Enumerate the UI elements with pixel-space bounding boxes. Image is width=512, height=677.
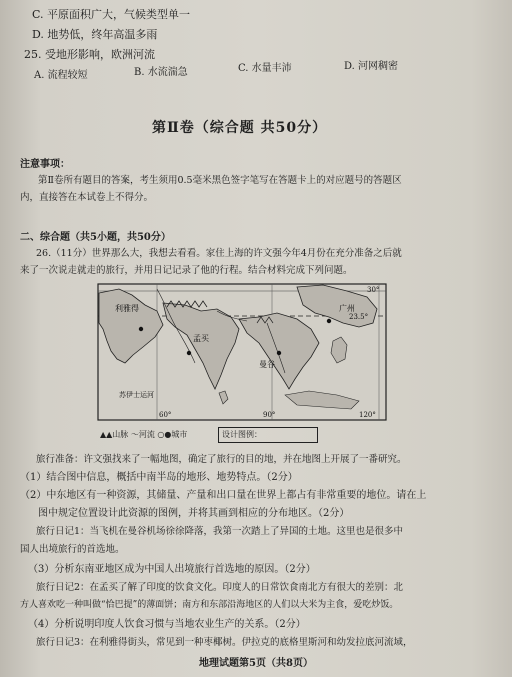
q24-option-d: D. 地势低，终年高温多雨 bbox=[32, 28, 158, 41]
label-mengmai: 孟买 bbox=[193, 334, 209, 343]
q26-sub-2b: 图中规定位置设计此资源的图例，并将其画到相应的分布地区。（2分） bbox=[38, 508, 350, 519]
label-lon-90: 90° bbox=[263, 411, 276, 419]
q26-diary-1a: 旅行日记1：当飞机在曼谷机场徐徐降落，我第一次踏上了异国的土地。这里也是很多中 bbox=[36, 526, 404, 537]
q26-sub-4: （4）分析说明印度人饮食习惯与当地农业生产的关系。（2分） bbox=[28, 619, 306, 630]
q26-sub-3: （3）分析东南亚地区成为中国人出境旅行首选地的原因。（2分） bbox=[28, 564, 316, 575]
notice-heading: 注意事项： bbox=[20, 159, 70, 170]
map-svg bbox=[97, 283, 387, 421]
label-lat-23: 23.5° bbox=[349, 313, 369, 321]
q25-stem: 25. 受地形影响，欧洲河流 bbox=[24, 48, 155, 61]
label-lat-30: 30° bbox=[367, 286, 380, 294]
q25-option-c: C. 水量丰沛 bbox=[238, 63, 292, 74]
q26-prep: 旅行准备：许文强找来了一幅地图，确定了旅行的目的地，并在地图上开展了一番研究。 bbox=[36, 454, 407, 465]
label-suez: 苏伊士运河 bbox=[119, 391, 154, 399]
label-lon-60: 60° bbox=[159, 411, 172, 419]
label-riyadh: 利雅得 bbox=[115, 304, 139, 313]
q26-intro-1: 26.（11分）世界那么大，我想去看看。家住上海的许文强今年4月份在充分准备之后就 bbox=[36, 248, 402, 259]
q26-diary-3: 旅行日记3：在利雅得街头，常见到一种枣椰树。伊拉克的底格里斯河和幼发拉底河流域， bbox=[36, 637, 413, 648]
q25-option-a: A. 流程较短 bbox=[34, 70, 88, 81]
legend-design-label: 设计图例： bbox=[222, 430, 262, 439]
city-guangzhou bbox=[327, 319, 331, 323]
legend-design-box bbox=[218, 427, 318, 443]
q26-sub-2a: （2）中东地区有一种资源，其储量、产量和出口量在世界上都占有非常重要的地位。请在上 bbox=[20, 490, 427, 501]
q25-option-d: D. 河网稠密 bbox=[344, 61, 399, 72]
q25-option-b: B. 水流湍急 bbox=[134, 67, 188, 78]
label-guangzhou: 广州 bbox=[339, 304, 355, 313]
section-title: 第Ⅱ卷（综合题 共50分） bbox=[152, 120, 328, 136]
label-lon-120: 120° bbox=[359, 411, 376, 419]
q24-option-c: C. 平原面积广大，气候类型单一 bbox=[32, 8, 191, 21]
q26-intro-2: 来了一次说走就走的旅行，并用日记记录了他的行程。结合材料完成下列问题。 bbox=[20, 265, 353, 276]
q26-diary-1b: 国人出境旅行的首选地。 bbox=[20, 544, 125, 555]
notice-line-1: 第Ⅱ卷所有题目的答案，考生须用0.5毫米黑色签字笔写在答题卡上的对应题号的答题区 bbox=[38, 175, 402, 186]
page-footer: 地理试题第5页（共8页） bbox=[199, 658, 313, 669]
part2-heading: 二、综合题（共5小题，共50分） bbox=[20, 232, 171, 243]
q26-sub-1: （1）结合图中信息，概括中南半岛的地形、地势特点。（2分） bbox=[20, 472, 298, 483]
city-bangkok bbox=[277, 351, 281, 355]
city-riyadh bbox=[139, 327, 143, 331]
label-bangkok: 曼谷 bbox=[259, 360, 275, 369]
q26-diary-2b: 方人喜欢吃一种叫做“恰巴提”的薄面饼；南方和东部沿海地区的人们以大米为主食，爱吃炒饭。 bbox=[20, 600, 399, 610]
city-mengmai bbox=[187, 351, 191, 355]
map-legend: ▲▲山脉 ～河流 ○●城市 bbox=[100, 430, 188, 439]
travel-map bbox=[97, 283, 387, 421]
notice-line-2: 内，直接答在本试卷上不得分。 bbox=[20, 192, 154, 203]
q26-diary-2a: 旅行日记2：在孟买了解了印度的饮食文化。印度人的日常饮食南北方有很大的差别：北 bbox=[36, 582, 404, 593]
